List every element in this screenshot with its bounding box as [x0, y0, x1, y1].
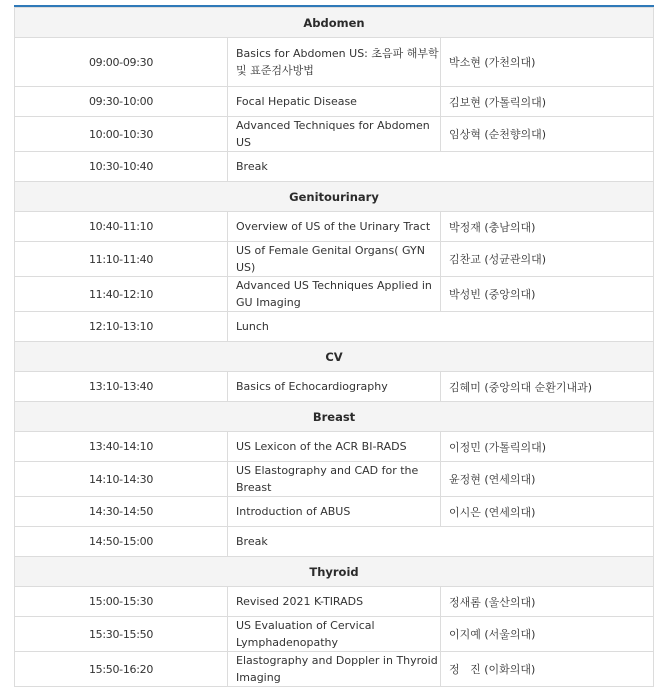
session-row: [15, 277, 654, 312]
session-title: Basics for Abdomen US: 초음파 해부학 및 표준검사방법: [228, 38, 441, 87]
session-speaker: 박정재 (충남의대): [441, 212, 654, 242]
session-time: 10:00-10:30: [15, 117, 228, 152]
session-time: 15:50-16:20: [15, 652, 228, 687]
session-row: [15, 432, 654, 462]
session-time: 10:30-10:40: [15, 152, 228, 182]
session-row: [15, 617, 654, 652]
session-speaker: 이지예 (서울의대): [441, 617, 654, 652]
session-time: 10:40-11:10: [15, 212, 228, 242]
section-title: Abdomen: [15, 8, 654, 38]
session-speaker: 김보현 (가톨릭의대): [441, 87, 654, 117]
section-header-row: [15, 402, 654, 432]
session-title: Break: [228, 527, 654, 557]
schedule-body: [15, 8, 654, 687]
section-title: Thyroid: [15, 557, 654, 587]
session-title: Advanced US Techniques Applied in GU Imaging: [228, 277, 441, 312]
session-row: [15, 527, 654, 557]
session-row: [15, 87, 654, 117]
section-header-row: [15, 182, 654, 212]
section-header-row: [15, 342, 654, 372]
session-speaker: 정 진 (이화의대): [441, 652, 654, 687]
session-row: [15, 652, 654, 687]
session-time: 14:50-15:00: [15, 527, 228, 557]
session-time: 14:30-14:50: [15, 497, 228, 527]
session-title: Advanced Techniques for Abdomen US: [228, 117, 441, 152]
session-time: 09:00-09:30: [15, 38, 228, 87]
session-speaker: 윤정현 (연세의대): [441, 462, 654, 497]
session-row: [15, 497, 654, 527]
session-time: 14:10-14:30: [15, 462, 228, 497]
session-speaker: 임상혁 (순천향의대): [441, 117, 654, 152]
session-time: 09:30-10:00: [15, 87, 228, 117]
session-title: Break: [228, 152, 654, 182]
session-title: Revised 2021 K-TIRADS: [228, 587, 441, 617]
session-row: [15, 212, 654, 242]
session-time: 13:40-14:10: [15, 432, 228, 462]
session-time: 11:40-12:10: [15, 277, 228, 312]
schedule-table: [14, 7, 654, 687]
session-title: Focal Hepatic Disease: [228, 87, 441, 117]
session-row: [15, 587, 654, 617]
session-title: Overview of US of the Urinary Tract: [228, 212, 441, 242]
session-time: 15:30-15:50: [15, 617, 228, 652]
session-speaker: 박소현 (가천의대): [441, 38, 654, 87]
section-header-row: [15, 557, 654, 587]
session-time: 15:00-15:30: [15, 587, 228, 617]
session-time: 12:10-13:10: [15, 312, 228, 342]
session-title: Basics of Echocardiography: [228, 372, 441, 402]
session-row: [15, 462, 654, 497]
session-title: US of Female Genital Organs( GYN US): [228, 242, 441, 277]
session-title: Elastography and Doppler in Thyroid Imaging: [228, 652, 441, 687]
session-time: 11:10-11:40: [15, 242, 228, 277]
session-speaker: 김찬교 (성균관의대): [441, 242, 654, 277]
session-row: [15, 117, 654, 152]
session-title: US Elastography and CAD for the Breast: [228, 462, 441, 497]
session-row: [15, 312, 654, 342]
session-row: [15, 242, 654, 277]
session-speaker: 정새롬 (울산의대): [441, 587, 654, 617]
section-title: Breast: [15, 402, 654, 432]
session-speaker: 이정민 (가톨릭의대): [441, 432, 654, 462]
section-header-row: [15, 8, 654, 38]
session-title: US Evaluation of Cervical Lymphadenopathy: [228, 617, 441, 652]
session-title: Lunch: [228, 312, 654, 342]
session-row: [15, 152, 654, 182]
session-time: 13:10-13:40: [15, 372, 228, 402]
session-row: [15, 38, 654, 87]
section-title: Genitourinary: [15, 182, 654, 212]
session-row: [15, 372, 654, 402]
session-speaker: 박성빈 (중앙의대): [441, 277, 654, 312]
section-title: CV: [15, 342, 654, 372]
session-speaker: 김혜미 (중앙의대 순환기내과): [441, 372, 654, 402]
session-title: US Lexicon of the ACR BI-RADS: [228, 432, 441, 462]
session-title: Introduction of ABUS: [228, 497, 441, 527]
session-speaker: 이시은 (연세의대): [441, 497, 654, 527]
